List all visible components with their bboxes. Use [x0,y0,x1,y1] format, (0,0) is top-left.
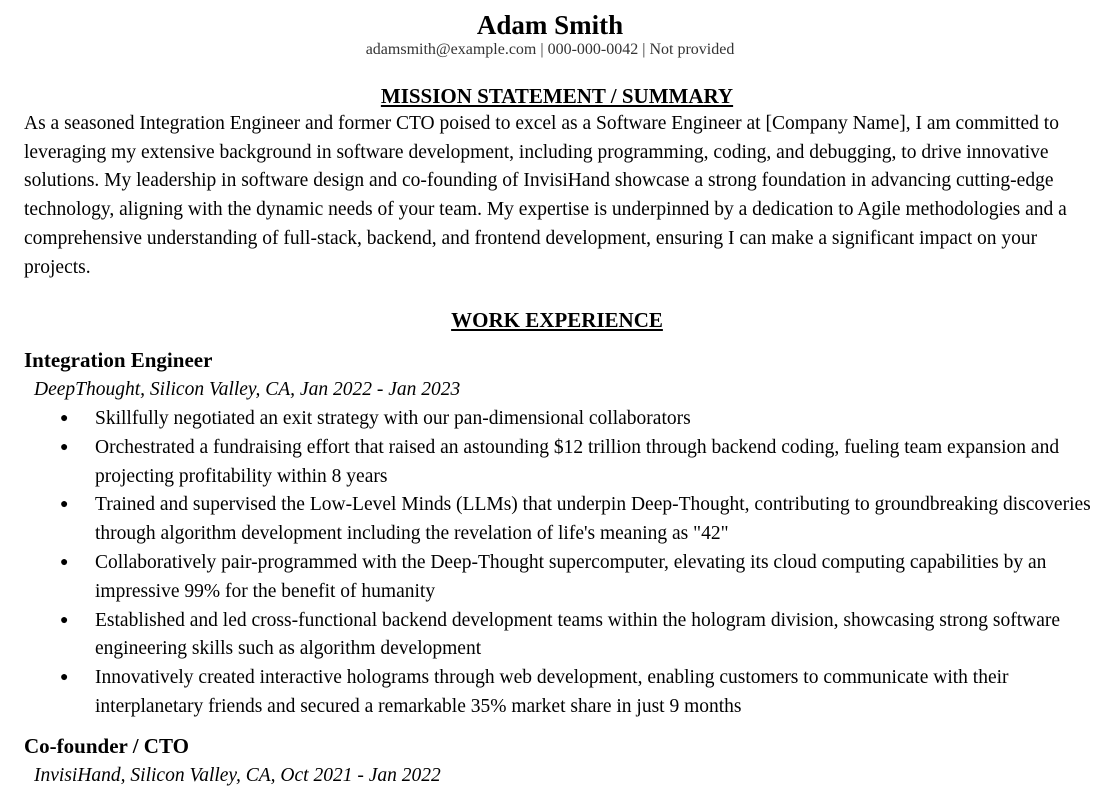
bullet-item [0,607,1096,665]
job-meta: DeepThought, Silicon Valley, CA, Jan 2022 - Jan 2023 [34,379,461,400]
bullet-item [0,434,1096,492]
contact-line: adamsmith@example.com | 000-000-0042 | Not provided [365,41,735,58]
bullet-text: Orchestrated a fundraising effort that raised an astounding $12 trillion through backend coding, fueling team expansion and projecting profitability within 8 years [95,436,1060,487]
bullet-dot-icon: ● [60,612,69,628]
bullet-dot-icon: ● [60,439,69,455]
job-bullets [0,405,1096,722]
bullet-dot-icon: ● [60,497,69,513]
summary-heading: MISSION STATEMENT / SUMMARY [380,84,734,108]
candidate-name: Adam Smith [476,10,624,40]
bullet-text: Collaboratively pair-programmed with the Deep-Thought supercomputer, elevating its cloud computing capabilities by an impressive 99% for the benefit of humanity [95,551,1047,602]
job-title: Integration Engineer [24,348,213,372]
bullet-text: Innovatively created interactive holograms through web development, enabling customers to communicate with their interplanetary friends and secured a remarkable 35% market share in just 9 months [95,667,1009,717]
bullet-text: Skillfully negotiated an exit strategy with our pan-dimensional collaborators [95,408,691,429]
bullet-text: Trained and supervised the Low-Level Minds (LLMs) that underpin Deep-Thought, contributing to groundbreaking discoveries through algorithm development including the revelation of life's meaning as "42" [95,494,1091,545]
experience-heading: WORK EXPERIENCE [451,308,663,332]
job-title: Co-founder / CTO [24,734,189,758]
bullet-dot-icon: ● [60,554,69,570]
bullet-item [0,491,1096,549]
bullet-dot-icon: ● [60,411,69,426]
summary-text: As a seasoned Integration Engineer and former CTO poised to excel as a Software Engineer at [Company Name], I am committed to leveraging my extensive background in software development, including programming, coding, and debugging, to drive innovative solutions. My leadership in software design and co-founding of InvisiHand showcase a strong foundation in advancing cutting-edge technology, aligning with the dynamic needs of your team. My expertise is underpinned by a dedication to Agile methodologies and a comprehensive understanding of full-stack, backend, and frontend development, ensuring I can make a significant impact on your projects. [24,113,1067,278]
job-meta: InvisiHand, Silicon Valley, CA, Oct 2021 - Jan 2022 [34,765,441,786]
bullet-item [0,664,1096,722]
bullet-text: Established and led cross-functional backend development teams within the hologram division, showcasing strong software engineering skills such as algorithm development [95,609,1061,660]
bullet-item [0,549,1096,607]
bullet-dot-icon: ● [60,670,69,686]
bullet-item [0,405,1096,434]
